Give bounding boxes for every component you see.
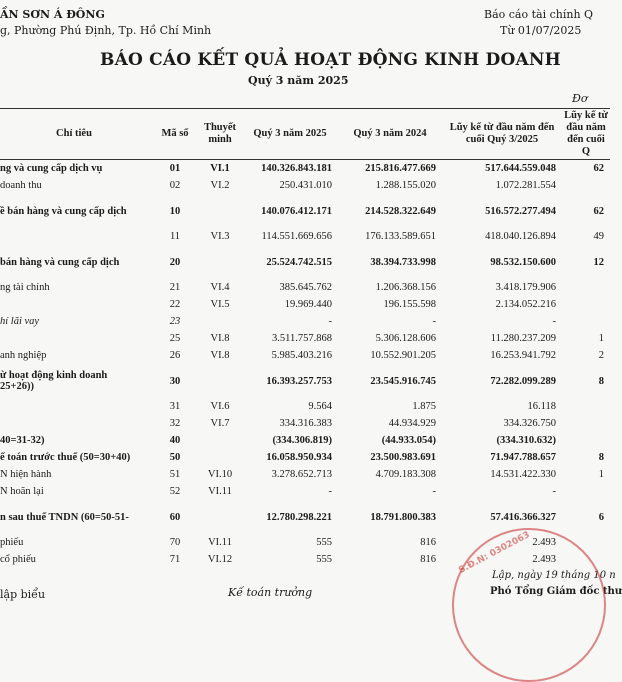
row-code: 26 xyxy=(169,350,181,361)
table-row xyxy=(0,160,610,178)
row-indicator-line: ừ hoạt động kinh doanh xyxy=(0,370,108,381)
row-q3-2024: 23.500.983.691 xyxy=(370,452,436,463)
company-stamp xyxy=(452,528,606,682)
row-code: 01 xyxy=(169,163,181,174)
row-code: 70 xyxy=(169,537,181,548)
row-ytd-2024 xyxy=(562,398,610,415)
row-q3-2025: - xyxy=(328,486,332,497)
row-q3-2024: 215.816.477.669 xyxy=(365,163,436,174)
row-note xyxy=(198,364,242,398)
row-q3-2024: 196.155.598 xyxy=(383,299,436,310)
row-note: VI.12 xyxy=(207,554,233,565)
company-address: g, Phường Phú Định, Tp. Hồ Chí Minh xyxy=(0,24,212,37)
row-q3-2025: 114.551.669.656 xyxy=(261,231,332,242)
row-ytd-2024: 2 xyxy=(598,350,604,361)
row-ytd-2024 xyxy=(562,313,610,330)
row-q3-2024: - xyxy=(432,486,436,497)
report-period: Từ 01/07/2025 xyxy=(500,24,582,37)
row-code: 52 xyxy=(169,486,181,497)
table-row xyxy=(0,330,610,347)
table-row xyxy=(0,432,610,449)
row-ytd-2024: 62 xyxy=(593,205,604,217)
table-row xyxy=(0,313,610,330)
row-q3-2025: 140.326.843.181 xyxy=(261,163,332,174)
row-indicator: ng và cung cấp dịch vụ xyxy=(0,163,103,174)
row-q3-2025: 250.431.010 xyxy=(279,180,332,191)
row-indicator: ề bán hàng và cung cấp dịch xyxy=(0,205,127,217)
row-q3-2024: - xyxy=(432,316,436,327)
row-indicator: ng tài chính xyxy=(0,282,50,293)
row-code: 71 xyxy=(169,554,181,565)
row-ytd-2025: 98.532.150.600 xyxy=(490,256,556,268)
row-note: VI.8 xyxy=(210,350,230,361)
row-code: 50 xyxy=(169,452,181,463)
table-row xyxy=(0,466,610,483)
row-q3-2025: 3.511.757.868 xyxy=(272,333,332,344)
row-note: VI.4 xyxy=(210,282,230,293)
row-ytd-2024 xyxy=(562,296,610,313)
row-indicator: phiếu xyxy=(0,537,24,548)
row-q3-2024: 5.306.128.606 xyxy=(375,333,436,344)
row-ytd-2025: (334.310.632) xyxy=(496,435,556,446)
row-ytd-2025: 11.280.237.209 xyxy=(490,333,556,344)
row-ytd-2024: 12 xyxy=(593,256,604,268)
row-q3-2024: 18.791.800.383 xyxy=(370,511,436,523)
row-indicator: cổ phiếu xyxy=(0,554,36,565)
row-q3-2025: (334.306.819) xyxy=(272,435,332,446)
row-ytd-2024 xyxy=(562,279,610,296)
row-ytd-2025: - xyxy=(552,316,556,327)
income-statement-table xyxy=(0,108,610,568)
row-ytd-2025: 3.418.179.906 xyxy=(495,282,556,293)
row-code: 20 xyxy=(169,256,181,268)
footer-date-line: Lập, ngày 19 tháng 10 n xyxy=(492,570,616,581)
row-code: 30 xyxy=(169,375,181,387)
row-q3-2024: 4.709.183.308 xyxy=(375,469,436,480)
table-row xyxy=(0,449,610,466)
footer-preparer: lập biểu xyxy=(0,588,46,601)
row-ytd-2025: 16.118 xyxy=(527,401,556,412)
row-indicator: 40=31-32) xyxy=(0,435,45,446)
table-row xyxy=(0,296,610,313)
row-note xyxy=(198,313,242,330)
row-q3-2024: 1.206.368.156 xyxy=(375,282,436,293)
row-q3-2025: 25.524.742.515 xyxy=(266,256,332,268)
col-header-note: Thuyết minh xyxy=(198,109,242,160)
row-q3-2024: 23.545.916.745 xyxy=(370,375,436,387)
row-ytd-2025: 2.493 xyxy=(532,554,556,565)
row-indicator-line: 25+26)) xyxy=(0,381,34,392)
row-q3-2025: 555 xyxy=(316,537,332,548)
row-ytd-2024: 1 xyxy=(598,333,604,344)
row-ytd-2025: 71.947.788.657 xyxy=(490,452,556,463)
row-note xyxy=(198,194,242,228)
table-row xyxy=(0,228,610,245)
col-header-indicator: Chỉ tiêu xyxy=(0,109,152,160)
row-q3-2024: 214.528.322.649 xyxy=(365,205,436,217)
row-note: VI.1 xyxy=(210,163,230,174)
row-indicator: N hoãn lại xyxy=(0,486,44,497)
row-ytd-2025: 2.493 xyxy=(532,537,556,548)
row-note xyxy=(198,500,242,534)
footer-director: Phó Tổng Giám đốc thư xyxy=(490,586,622,597)
row-code: 22 xyxy=(169,299,181,310)
row-indicator xyxy=(0,330,152,347)
company-name: ẦN SƠN Á ĐÔNG xyxy=(0,8,105,21)
row-ytd-2025: 334.326.750 xyxy=(503,418,556,429)
row-q3-2025: 385.645.762 xyxy=(279,282,332,293)
row-ytd-2024: 1 xyxy=(598,469,604,480)
row-note: VI.8 xyxy=(210,333,230,344)
row-ytd-2024: 8 xyxy=(598,375,604,387)
row-ytd-2024: 6 xyxy=(598,511,604,523)
row-code: 25 xyxy=(169,333,181,344)
row-note: VI.11 xyxy=(208,537,232,548)
col-header-q3-2025: Quý 3 năm 2025 xyxy=(242,109,338,160)
row-note: VI.2 xyxy=(210,180,230,191)
row-indicator: doanh thu xyxy=(0,180,42,191)
row-q3-2025: 334.316.383 xyxy=(279,418,332,429)
row-note: VI.3 xyxy=(210,231,230,242)
page-subtitle: Quý 3 năm 2025 xyxy=(248,74,349,87)
row-note: VI.10 xyxy=(207,469,233,480)
row-ytd-2025: 516.572.277.494 xyxy=(485,205,556,217)
row-ytd-2025: 418.040.126.894 xyxy=(485,231,556,242)
row-q3-2024: 1.875 xyxy=(412,401,436,412)
table-row xyxy=(0,245,610,279)
row-indicator: n sau thuế TNDN (60=50-51- xyxy=(0,511,129,523)
unit-label: Đơ xyxy=(572,92,588,105)
row-note xyxy=(198,449,242,466)
row-indicator xyxy=(0,398,152,415)
row-ytd-2025: 2.134.052.216 xyxy=(495,299,556,310)
row-indicator xyxy=(0,415,152,432)
row-q3-2025: 16.393.257.753 xyxy=(266,375,332,387)
row-q3-2025: 140.076.412.171 xyxy=(261,205,332,217)
row-indicator: hí lãi vay xyxy=(0,316,40,327)
table-header-row xyxy=(0,109,610,160)
row-note: VI.7 xyxy=(210,418,230,429)
page-title: BÁO CÁO KẾT QUẢ HOẠT ĐỘNG KINH DOANH xyxy=(100,50,561,70)
row-q3-2024: (44.933.054) xyxy=(381,435,436,446)
row-note: VI.11 xyxy=(208,486,232,497)
row-indicator: ế toán trước thuế (50=30+40) xyxy=(0,452,131,463)
row-code: 51 xyxy=(169,469,181,480)
row-code: 31 xyxy=(169,401,181,412)
row-code: 60 xyxy=(169,511,181,523)
row-code: 02 xyxy=(169,180,181,191)
row-note: VI.5 xyxy=(210,299,230,310)
row-q3-2025: - xyxy=(328,316,332,327)
col-header-ytd-2024: Lũy kế từ đầu năm đến cuối Q xyxy=(562,109,610,160)
row-q3-2024: 10.552.901.205 xyxy=(370,350,436,361)
row-ytd-2025: - xyxy=(552,486,556,497)
table-row xyxy=(0,177,610,194)
row-indicator xyxy=(0,228,152,245)
row-q3-2024: 1.288.155.020 xyxy=(375,180,436,191)
table-row xyxy=(0,194,610,228)
table-row xyxy=(0,279,610,296)
row-ytd-2025: 57.416.366.327 xyxy=(490,511,556,523)
row-indicator: anh nghiệp xyxy=(0,350,47,361)
row-note xyxy=(198,245,242,279)
row-code: 40 xyxy=(169,435,181,446)
row-ytd-2025: 16.253.941.792 xyxy=(490,350,556,361)
row-ytd-2025: 72.282.099.289 xyxy=(490,375,556,387)
row-q3-2025: 5.985.403.216 xyxy=(271,350,332,361)
row-q3-2025: 3.278.652.713 xyxy=(271,469,332,480)
table-row xyxy=(0,364,610,398)
col-header-ytd-2025: Lũy kế từ đầu năm đến cuối Quý 3/2025 xyxy=(442,109,562,160)
row-q3-2025: 12.780.298.221 xyxy=(266,511,332,523)
row-code: 21 xyxy=(169,282,181,293)
row-q3-2025: 9.564 xyxy=(308,401,332,412)
report-type: Báo cáo tài chính Q xyxy=(484,8,594,21)
row-q3-2024: 44.934.929 xyxy=(388,418,436,429)
row-ytd-2025: 14.531.422.330 xyxy=(490,469,556,480)
row-q3-2024: 816 xyxy=(420,554,436,565)
col-header-code: Mã số xyxy=(152,109,198,160)
company-stamp-text: S.Đ.N: 0302063 xyxy=(457,530,532,576)
table-row xyxy=(0,347,610,364)
row-ytd-2024: 62 xyxy=(593,163,604,174)
row-note xyxy=(198,432,242,449)
row-ytd-2024: 8 xyxy=(598,452,604,463)
col-header-q3-2024: Quý 3 năm 2024 xyxy=(338,109,442,160)
row-ytd-2024 xyxy=(562,432,610,449)
row-q3-2024: 38.394.733.998 xyxy=(370,256,436,268)
row-q3-2025: 19.969.440 xyxy=(284,299,332,310)
row-indicator xyxy=(0,296,152,313)
row-code: 11 xyxy=(169,231,181,242)
row-code: 23 xyxy=(169,316,181,327)
row-ytd-2024 xyxy=(562,415,610,432)
row-q3-2025: 16.058.950.934 xyxy=(266,452,332,463)
table-row xyxy=(0,398,610,415)
row-indicator xyxy=(0,364,152,398)
row-q3-2025: 555 xyxy=(316,554,332,565)
row-ytd-2024: 49 xyxy=(593,231,604,242)
row-ytd-2024 xyxy=(562,177,610,194)
row-ytd-2025: 1.072.281.554 xyxy=(495,180,556,191)
row-q3-2024: 816 xyxy=(420,537,436,548)
row-code: 10 xyxy=(169,205,181,217)
row-note: VI.6 xyxy=(210,401,230,412)
row-code: 32 xyxy=(169,418,181,429)
footer-chief-accountant: Kế toán trưởng xyxy=(228,586,313,599)
row-ytd-2025: 517.644.559.048 xyxy=(485,163,556,174)
row-indicator: bán hàng và cung cấp dịch xyxy=(0,256,120,268)
table-row xyxy=(0,415,610,432)
table-row xyxy=(0,483,610,500)
row-q3-2024: 176.133.589.651 xyxy=(365,231,436,242)
row-ytd-2024 xyxy=(562,483,610,500)
row-indicator: N hiện hành xyxy=(0,469,52,480)
